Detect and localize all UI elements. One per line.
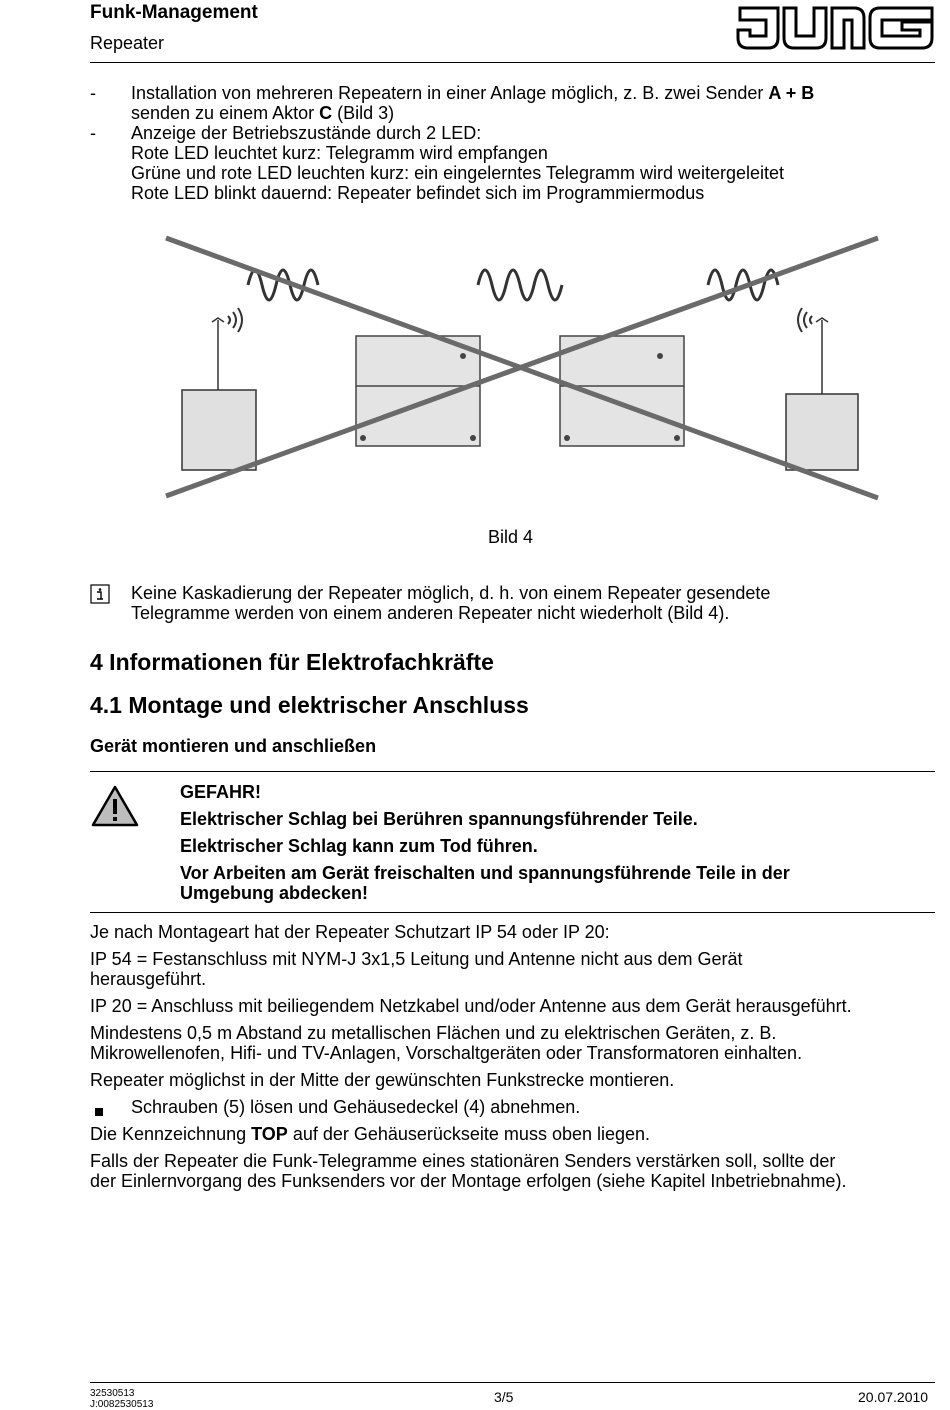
signal-arcs-left xyxy=(228,308,242,332)
footer-code2: J:0082530513 xyxy=(90,1399,154,1410)
warning-triangle-icon xyxy=(90,784,140,833)
signal-arcs-right xyxy=(798,308,812,332)
list-item-2-line2: Rote LED leuchtet kurz: Telegramm wird empfangen xyxy=(131,143,548,163)
list-item-2-line1: Anzeige der Betriebszustände durch 2 LED: xyxy=(131,123,482,143)
top-marking-pre: Die Kennzeichnung xyxy=(90,1124,252,1144)
header-rule xyxy=(90,62,935,63)
list-item-1-line2-post: (Bild 3) xyxy=(332,103,395,123)
bullet-step-screws: Schrauben (5) lösen und Gehäusedeckel (4) abnehmen. xyxy=(131,1097,581,1117)
list-item-2-line4: Rote LED blinkt dauernd: Repeater befindet sich im Programmiermodus xyxy=(131,183,705,203)
figure-no-cascading xyxy=(160,230,890,515)
header-subtitle: Repeater xyxy=(90,33,165,53)
list-dash-1: - xyxy=(90,83,96,103)
list-item-1-line2-text: senden zu einem Aktor xyxy=(131,103,320,123)
paragraph-ip54-line1: IP 54 = Festanschluss mit NYM-J 3x1,5 Leitung und Antenne nicht aus dem Gerät xyxy=(90,949,743,969)
paragraph-placement: Repeater möglichst in der Mitte der gewünschten Funkstrecke montieren. xyxy=(90,1070,675,1090)
header-title: Funk-Management xyxy=(90,2,258,23)
paragraph-learning-line2: der Einlernvorgang des Funksenders vor der Montage erfolgen (siehe Kapitel Inbetriebnahme). xyxy=(90,1171,847,1191)
paragraph-top-marking xyxy=(90,1124,650,1144)
warning-line2: Elektrischer Schlag kann zum Tod führen. xyxy=(180,836,538,856)
info-note-line2: Telegramme werden von einem anderen Repeater nicht wiederholt (Bild 4). xyxy=(131,603,730,623)
bullet-square-icon xyxy=(95,1103,103,1121)
sender-box-left xyxy=(182,390,256,470)
footer-date: 20.07.2010 xyxy=(858,1389,929,1405)
list-dash-2: - xyxy=(90,123,96,143)
section-heading-4: 4 Informationen für Elektrofachkräfte xyxy=(90,649,494,675)
list-item-1-line1 xyxy=(131,83,814,103)
warning-line4: Umgebung abdecken! xyxy=(180,883,369,903)
paragraph-ip54-line2: herausgeführt. xyxy=(90,969,207,989)
info-note-line1: Keine Kaskadierung der Repeater möglich, d. h. von einem Repeater gesendete xyxy=(131,583,771,603)
figure-illustration xyxy=(160,230,890,510)
wave-left xyxy=(248,270,318,300)
wave-middle xyxy=(478,270,562,300)
paragraph-distance-line2: Mikrowellenofen, Hifi- und TV-Anlagen, Vorschaltgeräten oder Transformatoren einhalten. xyxy=(90,1043,803,1063)
warning-line3: Vor Arbeiten am Gerät freischalten und spannungsführende Teile in der xyxy=(180,863,790,883)
warning-title: GEFAHR! xyxy=(180,782,261,802)
info-icon xyxy=(90,584,110,609)
top-marking-bold: TOP xyxy=(251,1124,288,1144)
footer-page-number: 3/5 xyxy=(494,1389,514,1405)
top-marking-post: auf der Gehäuserückseite muss oben liegen. xyxy=(287,1124,651,1144)
paragraph-ip20: IP 20 = Anschluss mit beiliegendem Netzkabel und/oder Antenne aus dem Gerät herausgeführt. xyxy=(90,996,852,1016)
list-item-1-bold: A + B xyxy=(768,83,815,103)
figure-caption: Bild 4 xyxy=(488,527,534,547)
jung-logo xyxy=(736,2,936,57)
list-item-1-line2 xyxy=(131,103,394,123)
jung-logo-graphic xyxy=(736,2,936,52)
cross-out-mark xyxy=(166,238,878,498)
footer-code1: 32530513 xyxy=(90,1388,135,1399)
paragraph-distance-line1: Mindestens 0,5 m Abstand zu metallischen Flächen und zu elektrischen Geräten, z. B. xyxy=(90,1023,777,1043)
subsection-heading: Gerät montieren und anschließen xyxy=(90,736,377,756)
danger-warning-box xyxy=(90,771,935,913)
footer-rule xyxy=(90,1382,935,1383)
list-item-1-text: Installation von mehreren Repeatern in einer Anlage möglich, z. B. zwei Sender xyxy=(131,83,769,103)
section-heading-4-1: 4.1 Montage und elektrischer Anschluss xyxy=(90,692,529,718)
paragraph-learning-line1: Falls der Repeater die Funk-Telegramme eines stationären Senders verstärken soll, sollte der xyxy=(90,1151,836,1171)
receiver-box-right xyxy=(786,394,858,470)
list-item-2-line3: Grüne und rote LED leuchten kurz: ein eingelerntes Telegramm wird weitergeleitet xyxy=(131,163,785,183)
paragraph-protection-class: Je nach Montageart hat der Repeater Schutzart IP 54 oder IP 20: xyxy=(90,922,610,942)
warning-line1: Elektrischer Schlag bei Berühren spannungsführender Teile. xyxy=(180,809,698,829)
list-item-1-line2-bold: C xyxy=(319,103,333,123)
